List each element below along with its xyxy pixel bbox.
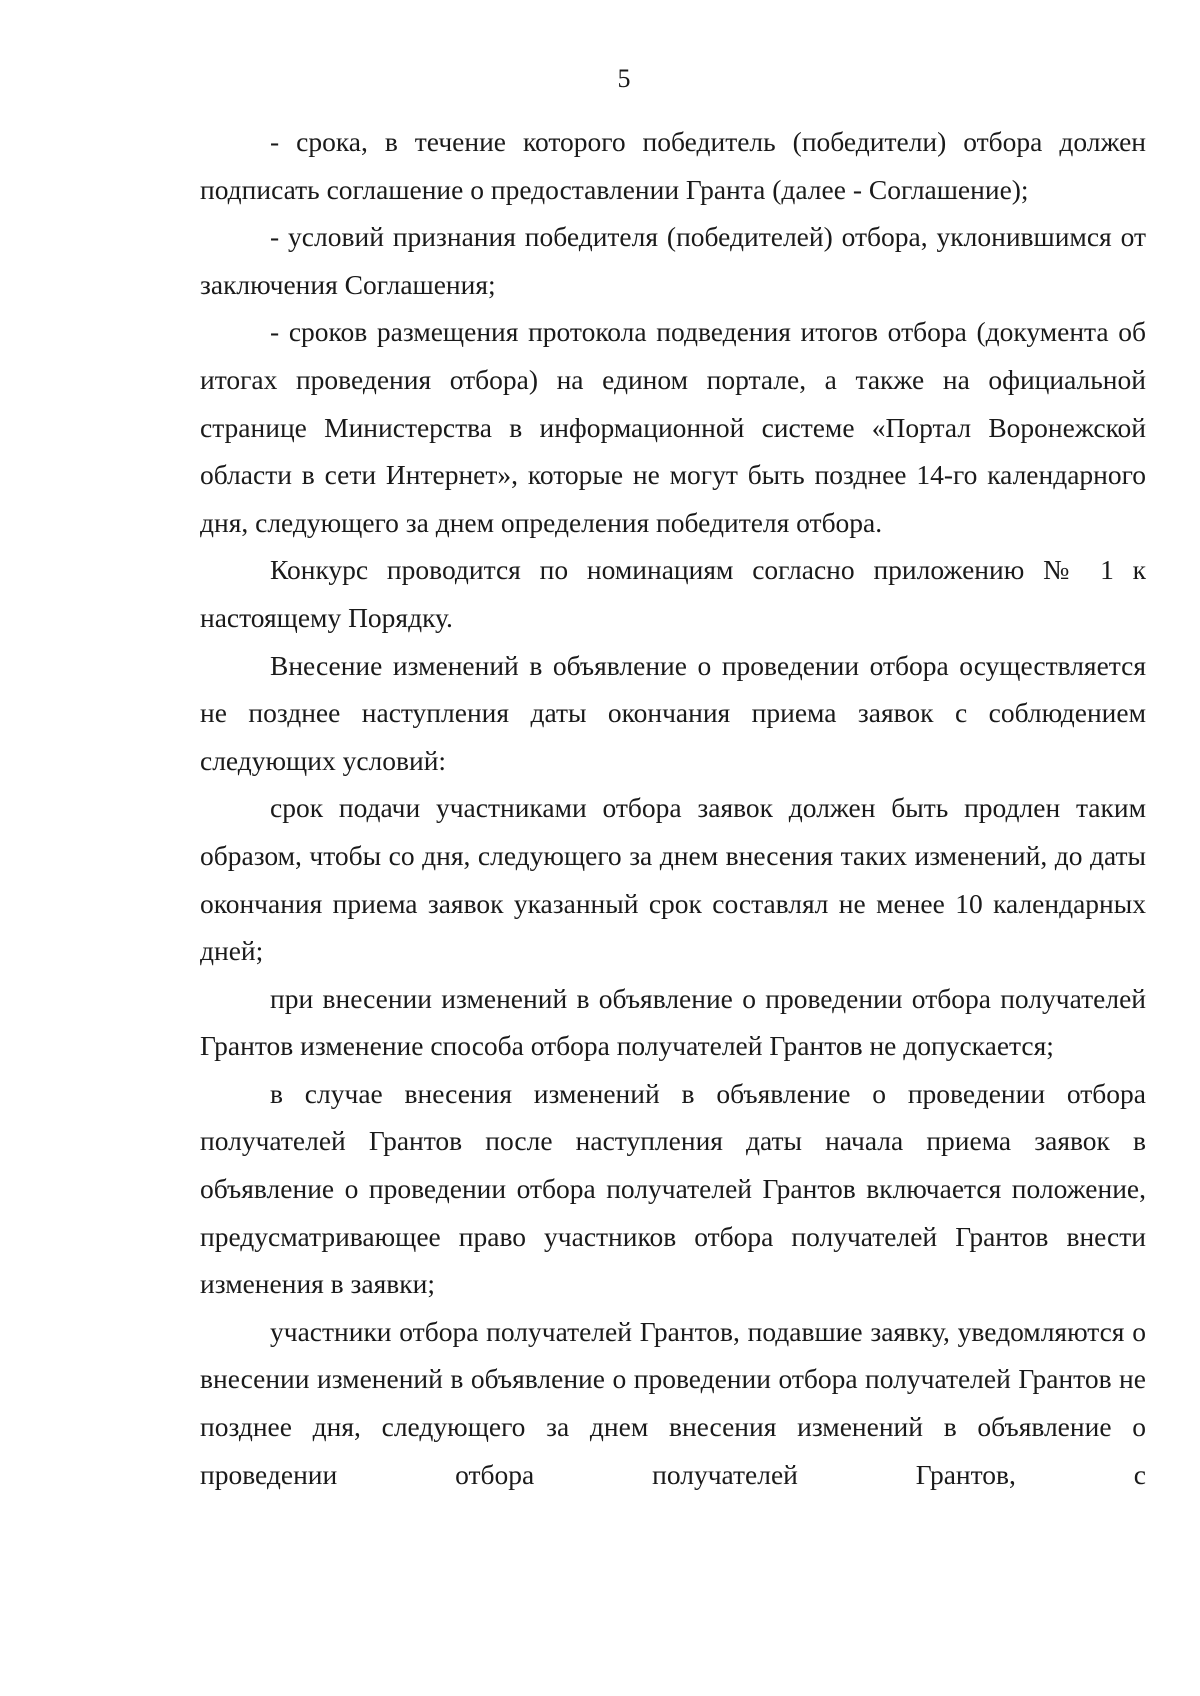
- paragraph-signing-deadline: - срока, в течение которого победитель (победители) отбора должен подписать соглашение о предоставлении Гранта (далее - Соглашение);: [200, 126, 1146, 205]
- paragraph-method-change: при внесении изменений в объявление о проведении отбора получателей Грантов изменение способа отбора получателей Грантов не допускается;: [200, 982, 1146, 1062]
- paragraph-amendments-intro: Внесение изменений в объявление о проведении отбора осуществляется не позднее наступления даты окончания приема заявок с соблюдением следующих условий:: [200, 649, 1146, 776]
- paragraph-participant-notification: участники отбора получателей Грантов, подавшие заявку, уведомляются о внесении изменений в объявление о проведении отбора получателей Грантов не позднее дня, следующего за днем внесения изменений в объявление о проведении отбора получателей Грантов, с: [200, 1315, 1146, 1490]
- document-body: [200, 118, 1146, 1498]
- paragraph-protocol-placement: - сроков размещения протокола подведения итогов отбора (документа об итогах проведения отбора) на едином портале, а также на официальной странице Министерства в информационной системе «Портал Воронежской области в сети Интернет», которые не могут быть позднее 14-го календарного дня, следующего за днем определения победителя отбора.: [200, 316, 1146, 538]
- page-number: 5: [617, 64, 631, 93]
- paragraph-deadline-extension: срок подачи участниками отбора заявок должен быть продлен таким образом, чтобы со дня, следующего за днем внесения таких изменений, до даты окончания приема заявок указанный срок составлял не менее 10 календарных дней;: [200, 792, 1146, 967]
- paragraph-amend-applications: в случае внесения изменений в объявление о проведении отбора получателей Грантов после наступления даты начала приема заявок в объявление о проведении отбора получателей Грантов включается положение, предусматривающее право участников отбора получателей Грантов внести изменения в заявки;: [200, 1077, 1146, 1300]
- paragraph-evasion-conditions: - условий признания победителя (победителей) отбора, уклонившимся от заключения Соглашения;: [200, 221, 1146, 300]
- paragraph-nominations: Конкурс проводится по номинациям согласно приложению № 1 к настоящему Порядку.: [200, 554, 1146, 633]
